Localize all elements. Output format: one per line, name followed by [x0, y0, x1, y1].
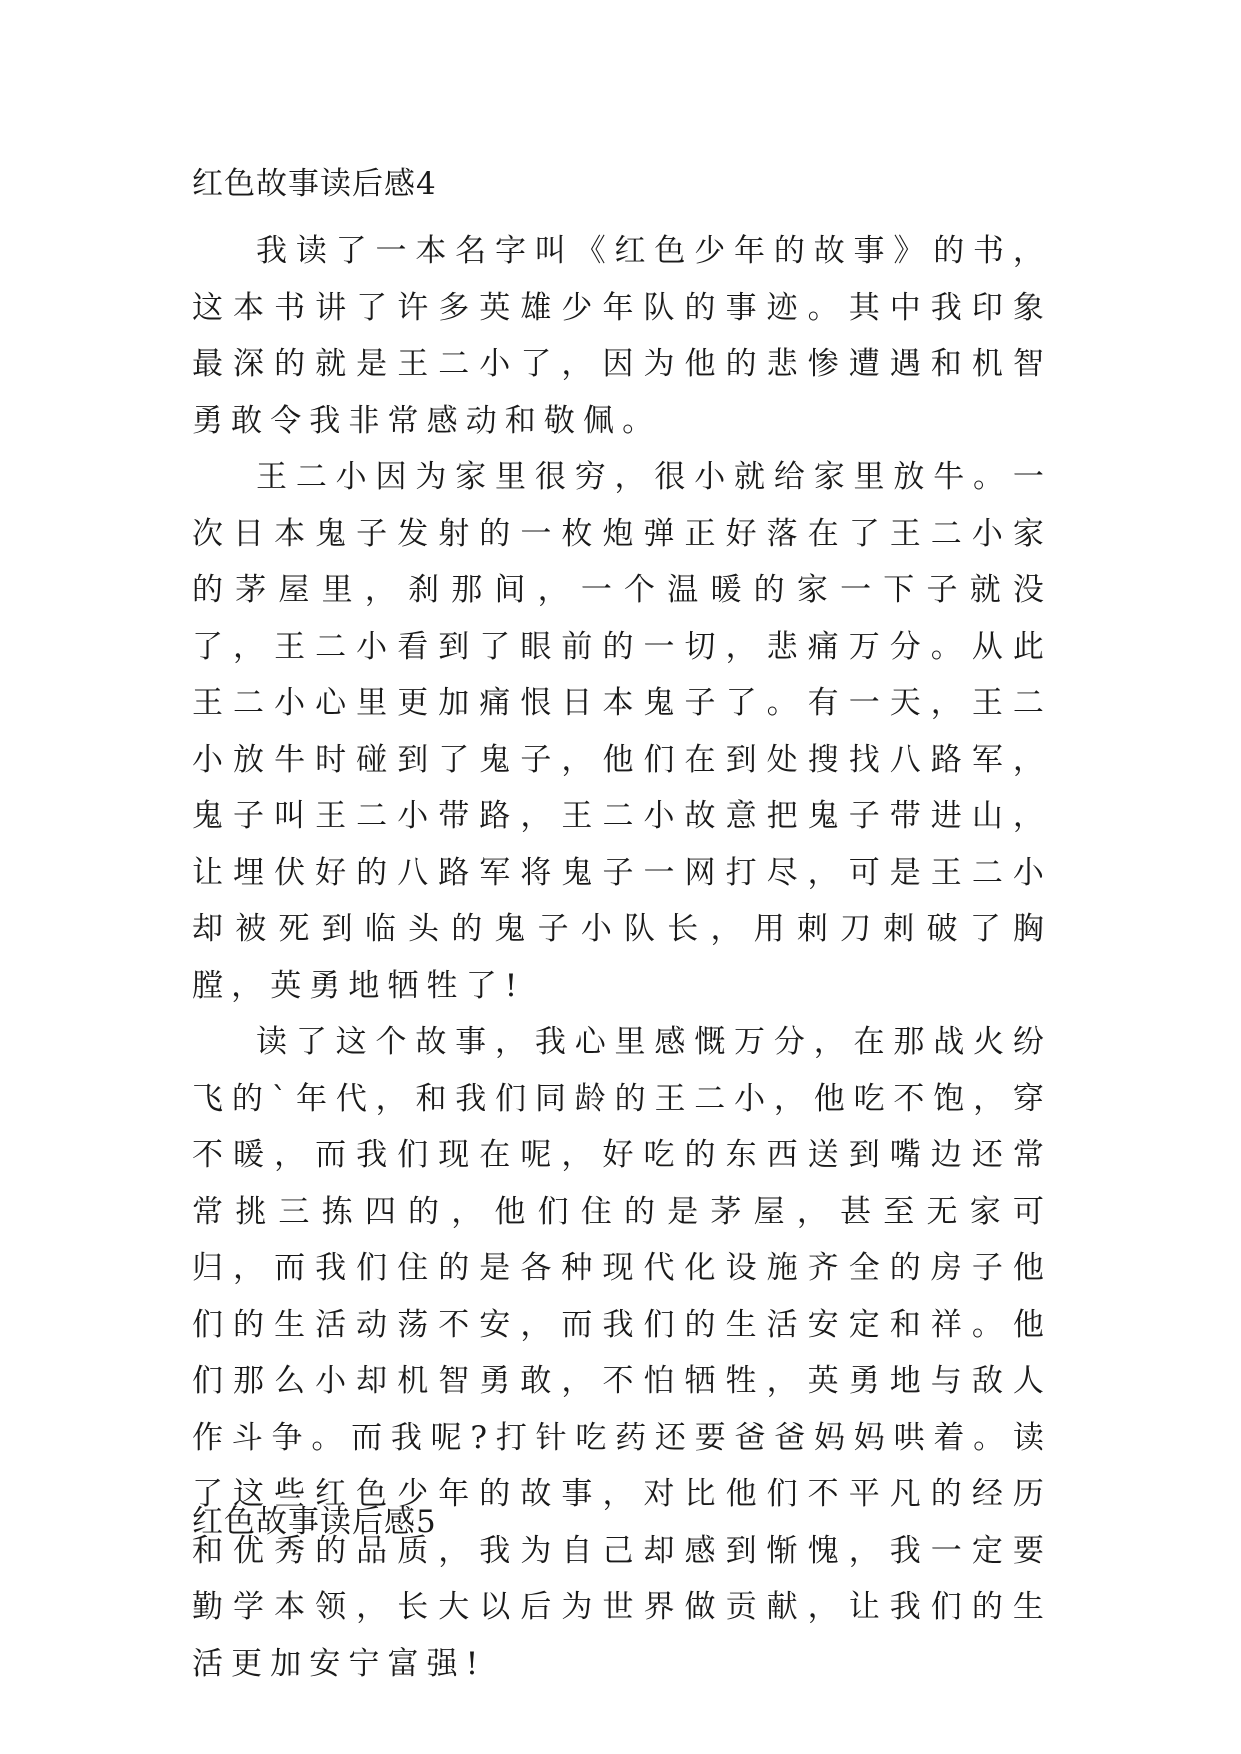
section-title: 红色故事读后感5	[192, 1504, 437, 1540]
article-body	[192, 223, 1052, 1692]
paragraph: 读了这个故事，我心里感慨万分，在那战火纷飞的`年代，和我们同龄的王二小，他吃不饱，穿不暖，而我们现在呢，好吃的东西送到嘴边还常常挑三拣四的，他们住的是茅屋，甚至无家可归，而我们住的是各种现代化设施齐全的房子他们的生活动荡不安，而我们的生活安定和祥。他们那么小却机智勇敢，不怕牺牲，英勇地与敌人作斗争。而我呢?打针吃药还要爸爸妈妈哄着。读了这些红色少年的故事，对比他们不平凡的经历和优秀的品质，我为自己却感到惭愧，我一定要勤学本领，长大以后为世界做贡献，让我们的生活更加安宁富强!	[192, 1024, 1052, 1682]
paragraph: 王二小因为家里很穷，很小就给家里放牛。一次日本鬼子发射的一枚炮弹正好落在了王二小家的茅屋里，刹那间，一个温暖的家一下子就没了，王二小看到了眼前的一切，悲痛万分。从此王二小心里更加痛恨日本鬼子了。有一天，王二小放牛时碰到了鬼子，他们在到处搜找八路军，鬼子叫王二小带路，王二小故意把鬼子带进山，让埋伏好的八路军将鬼子一网打尽，可是王二小却被死到临头的鬼子小队长，用刺刀刺破了胸膛，英勇地牺牲了!	[192, 459, 1052, 1004]
paragraph: 我读了一本名字叫《红色少年的故事》的书，这本书讲了许多英雄少年队的事迹。其中我印象最深的就是王二小了，因为他的悲惨遭遇和机智勇敢令我非常感动和敬佩。	[192, 233, 1052, 439]
section-title: 红色故事读后感4	[192, 166, 437, 202]
